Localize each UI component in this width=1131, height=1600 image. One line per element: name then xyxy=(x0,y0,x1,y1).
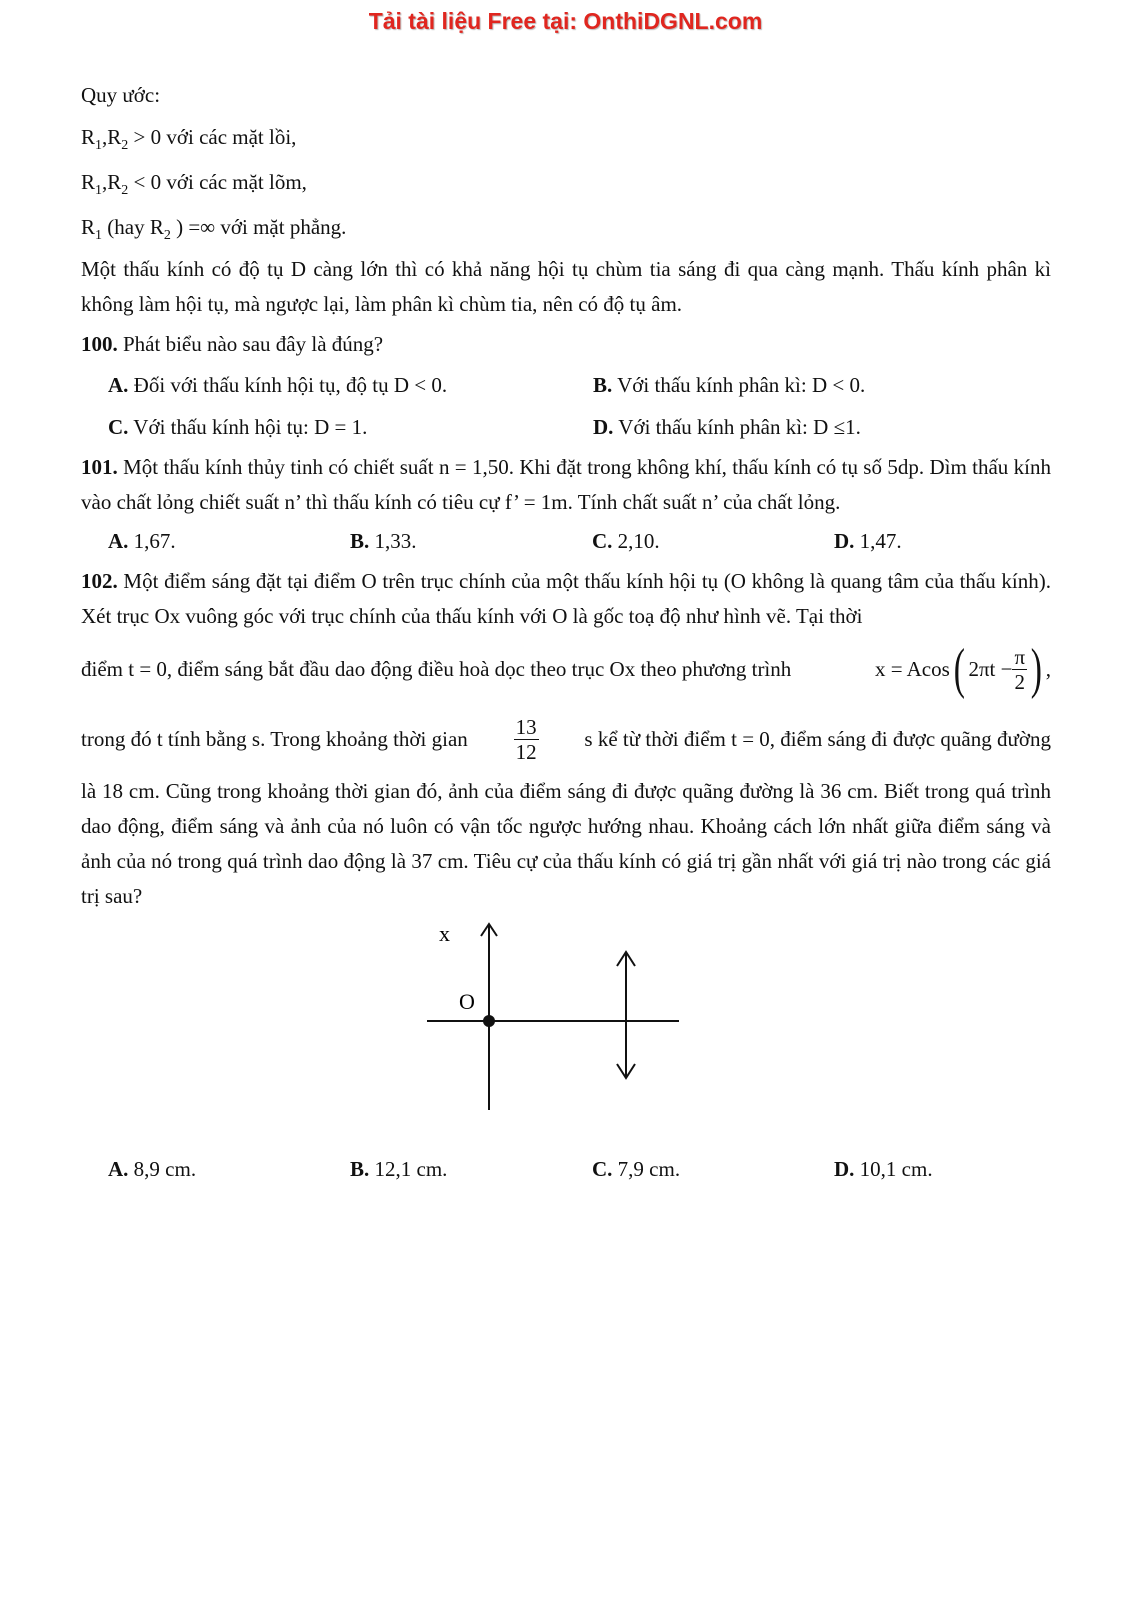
option-c: C. 2,10. xyxy=(592,528,660,553)
q102-equation-line: điểm t = 0, điểm sáng bắt đầu dao động điều hoà dọc theo trục Ox theo phương trình x = Acos ( 2πt − $\frac{\pi}{2}$ ) , xyxy=(81,638,1051,700)
q102-text-continued: là 18 cm. Cũng trong khoảng thời gian đó, ảnh của điểm sáng đi được quãng đường là 36 cm. Biết trong quá trình dao động, điểm sáng và ảnh của nó luôn có vận tốc ngược hướng nhau. Khoảng cách lớn nhất giữa điểm sáng và ảnh của nó trong quá trình dao động là 37 cm. Tiêu cự của thấu kính có giá trị gần nhất với giá trị nào trong các giá trị sau? xyxy=(81,779,1051,908)
option-b: B. Với thấu kính phân kì: D < 0. xyxy=(593,372,866,397)
question-101: 101. Một thấu kính thủy tinh có chiết suất n = 1,50. Khi đặt trong không khí, thấu kính có tụ số 5dp. Dìm thấu kính vào chất lỏng chiết suất n’ thì thấu kính có tiêu cự f’ = 1m. Tính chất suất n’ của chất lỏng. xyxy=(81,455,1051,514)
option-b: B. 12,1 cm. xyxy=(350,1156,448,1181)
question-100: 100. Phát biểu nào sau đây là đúng? xyxy=(81,332,384,356)
q102-time-line: trong đó t tính bằng s. Trong khoảng thời gian $\frac{13}{12}$ s kể từ thời điểm t = 0, điểm sáng đi được quãng đường xyxy=(81,714,1051,764)
convention-paragraph: Một thấu kính có độ tụ D càng lớn thì có khả năng hội tụ chùm tia sáng đi qua càng mạnh. Thấu kính phân kì không làm hội tụ, mà ngược lại, làm phân kì chùm tia, nên có độ tụ âm. xyxy=(81,257,1051,316)
q102-options xyxy=(81,1148,1051,1190)
option-d: D. 1,47. xyxy=(834,528,902,553)
option-a: A. 1,67. xyxy=(108,528,176,553)
origin-label: O xyxy=(459,989,475,1014)
option-c: C. 7,9 cm. xyxy=(592,1156,681,1181)
conventions-title: Quy ước: xyxy=(81,83,161,107)
question-number: 102. xyxy=(81,569,118,593)
time-fraction: $\frac{13}{12}$ xyxy=(515,714,537,764)
pi-over-two: $\frac{\pi}{2}$ xyxy=(1014,644,1026,694)
x-axis-label: x xyxy=(439,921,450,946)
option-a: A. Đối với thấu kính hội tụ, độ tụ D < 0. xyxy=(108,372,448,397)
option-a: A. 8,9 cm. xyxy=(108,1156,197,1181)
option-b: B. 1,33. xyxy=(350,528,417,553)
document-page xyxy=(81,78,1051,1190)
lens-diagram xyxy=(81,914,1051,1144)
q100-options-row-1 xyxy=(81,364,1051,406)
site-header[interactable]: Tải tài liệu Free tại: OnthiDGNL.com xyxy=(368,8,763,34)
q100-options-row-2 xyxy=(81,406,1051,448)
oscillation-equation: x = Acos ( 2πt − $\frac{\pi}{2}$ ) , xyxy=(874,638,1051,700)
lens-diagram-svg xyxy=(421,914,681,1144)
convention-convex: $R_1,R_2 > 0$ với các mặt lồi, xyxy=(81,125,297,153)
question-102: 102. Một điểm sáng đặt tại điểm O trên trục chính của một thấu kính hội tụ (O không là quang tâm của thấu kính). Xét trục Ox vuông góc với trục chính của thấu kính với O là gốc toạ độ như hình vẽ. Tại thời xyxy=(81,569,1051,628)
convention-concave: $R_1,R_2 < 0$ với các mặt lõm, xyxy=(81,170,307,198)
q101-options xyxy=(81,520,1051,562)
convention-plane: $R_1$ (hay $R_2$ ) =∞ với mặt phẳng. xyxy=(81,215,347,243)
option-c: C. Với thấu kính hội tụ: D = 1. xyxy=(108,414,368,439)
question-number: 100. xyxy=(81,332,118,356)
question-number: 101. xyxy=(81,455,118,479)
option-d: D. Với thấu kính phân kì: D ≤1. xyxy=(593,414,861,439)
option-d: D. 10,1 cm. xyxy=(834,1156,933,1181)
light-point xyxy=(483,1015,495,1027)
